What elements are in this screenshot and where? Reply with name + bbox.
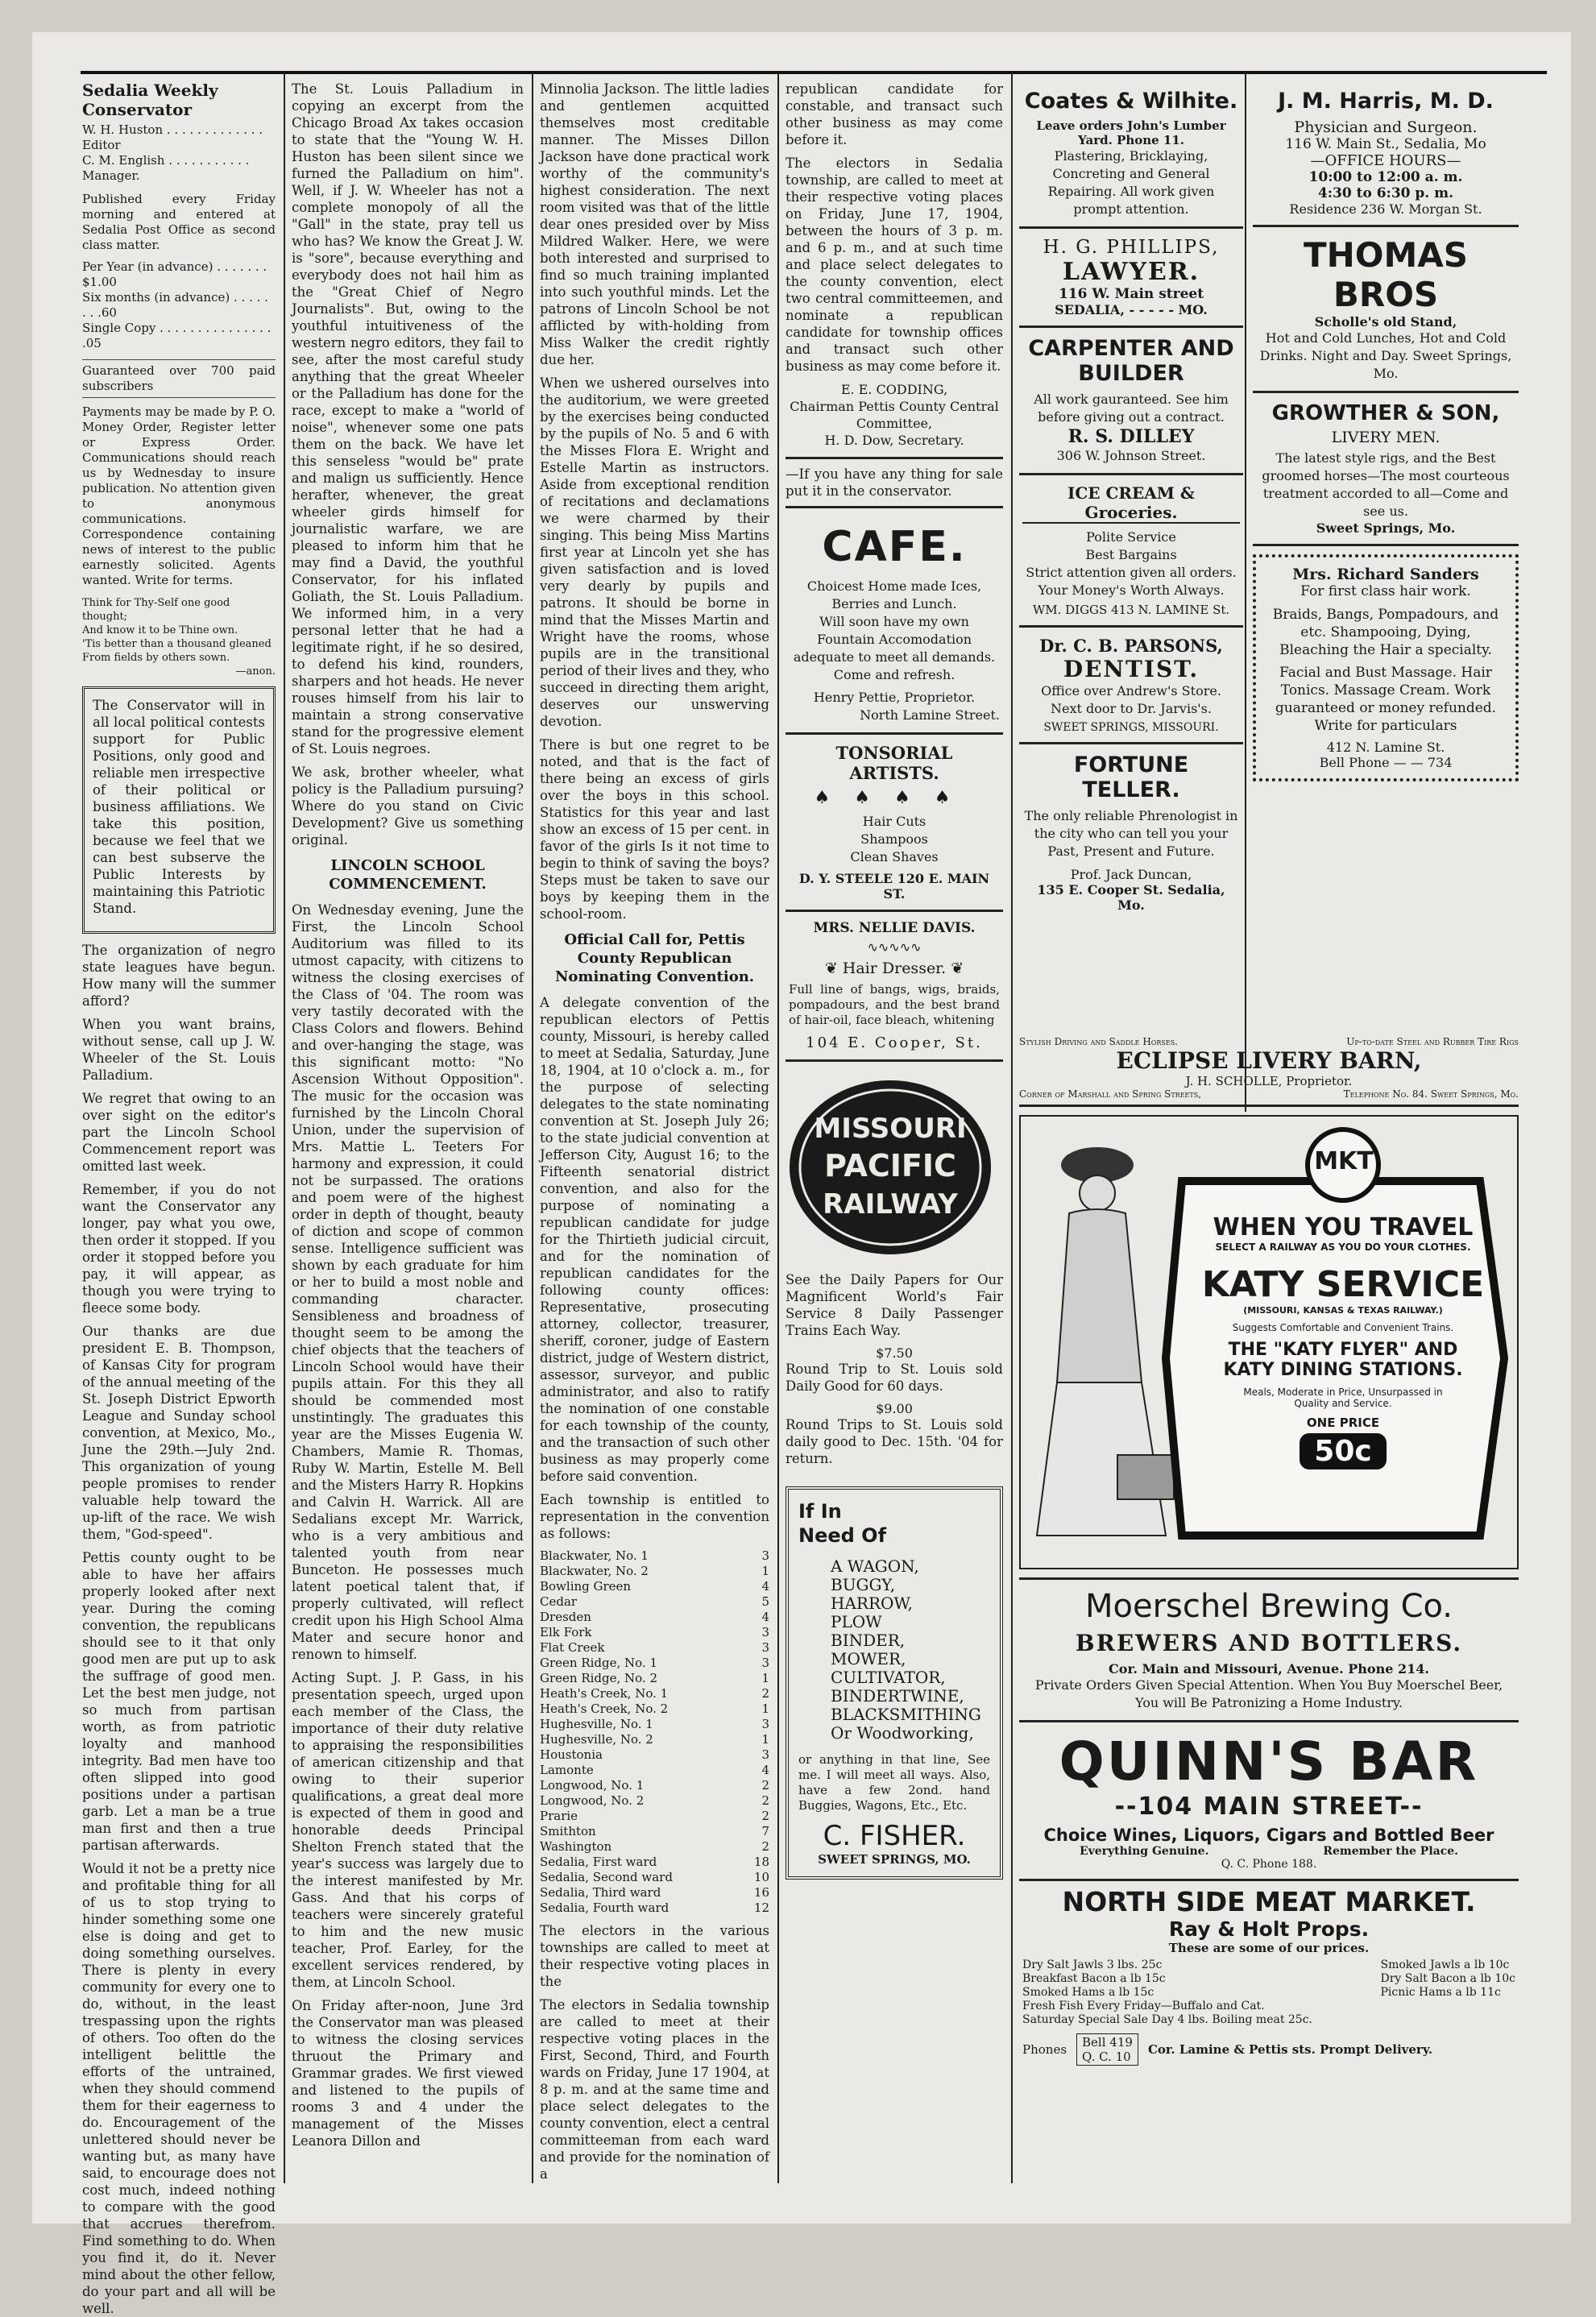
paragraph: When we ushered ourselves into the auditorium, we were greeted by the exercises being conducted by the pupils of No. 5 and 6 with the Misses Flora E. Wright and Estelle Martin as instructors. Aside from exceptional rendition of recitations and declamations we were charmed by their singing. This being Miss Martins first year at Lincoln yet she has given satisfaction and is loved very dearly by pupils and patrons. It should be borne in mind that the Misses Martin and Wright have the rooms, whose pupils are in the transitional period of their lives and they, who succeed in directing them aright, deserves our unswerving devotion. (540, 375, 769, 729)
ornament-icon: ♠♠♠♠ (814, 788, 975, 808)
delegate-count: 3 (761, 1717, 769, 1731)
delegate-count: 4 (761, 1610, 769, 1624)
ad-title: --104 MAIN STREET-- (1114, 1793, 1424, 1821)
column-5 (1019, 81, 1243, 1104)
ad-title: J. M. Harris, M. D. (1278, 89, 1494, 114)
ad-line: Private Orders Given Special Attention. When You Buy Moerschel Beer, You will Be Patronizing a Home Industry. (1034, 1677, 1503, 1710)
dilley-ad (1019, 328, 1243, 475)
ad-line: Meals, Moderate in Price, Unsurpassed in Quality and Service. (1243, 1386, 1443, 1409)
township-name: Prarie (540, 1809, 578, 1823)
publication-notice: Published every Friday morning and entered at Sedalia Post Office as second class matter. (82, 192, 276, 252)
ad-line: Round Trips to St. Louis sold daily good to Dec. 15th. '04 for return. (786, 1417, 1003, 1466)
township-name: Sedalia, First ward (540, 1855, 657, 1869)
ad-title: GROWTHER & SON, (1271, 401, 1500, 425)
township-row (540, 1824, 769, 1839)
ad-line: Stylish Driving and Saddle Horses. (1019, 1036, 1178, 1047)
delegate-count: 3 (761, 1625, 769, 1639)
fisher-head (798, 1499, 990, 1548)
signature-block (786, 381, 1003, 449)
ad-line: Phones (1022, 2042, 1067, 2057)
rate-line: Six months (in advance) . . . . . . . .60 (82, 290, 268, 320)
ad-line: LIVERY MEN. (1331, 429, 1441, 446)
newspaper-page (32, 32, 1571, 2316)
paragraph: republican candidate for constable, and transact such other business as may come before it. (786, 81, 1003, 147)
eclipse-bottom (1019, 1088, 1519, 1100)
paragraph: Minnolia Jackson. The little ladies and gentlemen acquitted themselves most creditable manner. The Misses Dillon Jackson have done practical work worthy of the community's highest consideration. The next room visited was that of the little dear ones presided over by Miss Mildred Walker. Here, we were both interested and surprised to find so much training implanted into such youthful minds. Let the patrons of Lincoln School be not afflicted by with-holding from Miss Walker the credit rightly due her. (540, 81, 769, 367)
township-name: Cedar (540, 1594, 578, 1609)
ad-line: Will soon have my own Fountain Accomodation adequate to meet all demands. Come and refresh. (793, 614, 996, 682)
ad-line: Telephone No. 84. Sweet Springs, Mo. (1343, 1088, 1519, 1100)
delegate-count: 5 (761, 1594, 769, 1609)
ad-line: 104 E. Cooper, St. (806, 1034, 983, 1051)
township-row (540, 1701, 769, 1717)
township-row (540, 1870, 769, 1885)
ad-line: 306 W. Johnson Street. (1056, 448, 1206, 463)
ad-line: Scholle's old Stand, (1314, 314, 1457, 330)
column-4 (786, 81, 1003, 2175)
fisher-item: PLOW (831, 1612, 882, 1631)
price-badge: 50c (1300, 1433, 1386, 1469)
fisher-name: C. FISHER. (823, 1820, 966, 1852)
signer: E. E. CODDING, (840, 382, 948, 397)
rate-line: Single Copy . . . . . . . . . . . . . . . .05 (82, 321, 272, 350)
township-row (540, 1671, 769, 1686)
ad-line: Bell 419 (1082, 2035, 1133, 2050)
ad-line: SELECT A RAILWAY AS YOU DO YOUR CLOTHES. (1215, 1241, 1471, 1253)
price-item: Smoked Jawls a lb 10c (1380, 1958, 1510, 1971)
meat-market-ad (1019, 1881, 1519, 2070)
fisher-item: A WAGON, (831, 1556, 919, 1576)
ad-line: These are some of our prices. (1168, 1941, 1370, 1955)
township-name: Hughesville, No. 1 (540, 1717, 653, 1731)
price-item: Saturday Special Sale Day 4 lbs. Boiling meat 25c. (1022, 2013, 1313, 2026)
delegate-count: 18 (753, 1855, 769, 1869)
delegate-count: 1 (761, 1701, 769, 1716)
township-name: Sedalia, Fourth ward (540, 1900, 669, 1915)
price-item: Breakfast Bacon a lb 15c (1022, 1972, 1166, 1985)
nellie-sub-text: Hair Dresser. (842, 960, 947, 977)
delegate-count: 2 (761, 1809, 769, 1823)
logo-line: RAILWAY (823, 1188, 958, 1221)
price-list-left (1022, 1958, 1312, 2027)
township-name: Heath's Creek, No. 1 (540, 1686, 669, 1701)
katy-text (1182, 1213, 1504, 1469)
paper-name: Sedalia Weekly Conservator (82, 81, 218, 119)
signer: Chairman Pettis County Central Committee, (790, 399, 999, 431)
woman-illustration (1037, 1147, 1174, 1536)
meat-footer (1022, 2033, 1515, 2066)
article-heading: LINCOLN SCHOOL COMMENCEMENT. (329, 857, 487, 893)
ad-line: Residence 236 W. Morgan St. (1289, 201, 1482, 217)
ad-line: ONE PRICE (1306, 1415, 1380, 1430)
ad-line: Choice Wines, Liquors, Cigars and Bottled Beer (1043, 1826, 1494, 1845)
township-row (540, 1885, 769, 1900)
delegate-count: 2 (761, 1839, 769, 1854)
ad-title: LAWYER. (1062, 258, 1200, 286)
verse-line: And know it to be Thine own. (82, 624, 238, 636)
price-item: Dry Salt Bacon a lb 10c (1380, 1972, 1515, 1985)
delegate-count: 12 (753, 1900, 769, 1915)
fisher-item: HARROW, (831, 1594, 913, 1613)
delegate-count: 1 (761, 1671, 769, 1685)
ad-line: Best Bargains (1085, 547, 1177, 562)
katy-ad (1019, 1115, 1519, 1569)
ice-cream-ad (1019, 475, 1243, 628)
fisher-item: BLACKSMITHING (831, 1705, 981, 1724)
sale-text: —If you have any thing for sale put it in the conservator. (786, 466, 1003, 499)
ornament-icon: ∿∿∿∿∿ (867, 939, 922, 955)
ad-title: Coates & Wilhite. (1024, 89, 1238, 114)
ad-line: —OFFICE HOURS— (1310, 152, 1461, 169)
ad-title: CARPENTER AND BUILDER (1028, 336, 1234, 386)
price-list (1022, 1958, 1515, 2027)
ad-line: Remember the Place. (1323, 1845, 1459, 1858)
paragraph: There is but one regret to be noted, and that is the fact of there being an excess of girls over the boys in this school. Statistics for this year and last show an excess of 15 per cent. in favor of the girls Is it not time to begin to think of saving the boys? Steps must be taken to save our boys by keeping them in the school-room. (540, 737, 769, 922)
township-name: Hughesville, No. 2 (540, 1732, 653, 1747)
ad-title: ECLIPSE LIVERY BARN, (1116, 1047, 1422, 1074)
ad-line: Cor. Lamine & Pettis sts. Prompt Delivery. (1147, 2042, 1433, 2057)
ad-line: The latest style rigs, and the Best groomed horses—The most courteous treatment accorded to all—Come and see us. (1262, 450, 1510, 519)
ad-line: Next door to Dr. Jarvis's. (1051, 701, 1212, 716)
logo-line: PACIFIC (824, 1148, 956, 1183)
column-rule (1245, 73, 1246, 1112)
delegate-count: 7 (761, 1824, 769, 1838)
verse-line: From fields by others sown. (82, 652, 230, 664)
cafe-ad (786, 506, 1003, 735)
fisher-item: BINDERTWINE, (831, 1686, 964, 1706)
column-2 (292, 81, 524, 2175)
ad-line: Corner of Marshall and Spring Streets, (1019, 1088, 1202, 1100)
township-name: Blackwater, No. 1 (540, 1548, 649, 1563)
ad-title: BREWERS AND BOTTLERS. (1075, 1630, 1463, 1656)
fortune-ad (1019, 744, 1243, 921)
fisher-item: BUGGY, (831, 1575, 896, 1594)
paragraph: We ask, brother wheeler, what policy is the Palladium pursuing? Where do you stand on Civic Development? Give us something original. (292, 765, 524, 848)
township-name: Longwood, No. 1 (540, 1778, 645, 1793)
township-name: Sedalia, Second ward (540, 1870, 673, 1884)
guarantee: Guaranteed over 700 paid subscribers (82, 359, 276, 398)
thomas-bros-ad (1253, 227, 1519, 393)
ad-line: Office over Andrew's Store. (1041, 683, 1221, 698)
article-heading: Official Call for, Pettis County Republican Nominating Convention. (554, 931, 755, 985)
phillips-ad (1019, 229, 1243, 328)
quinns-ad (1019, 1722, 1519, 1881)
ad-line: Clean Shaves (850, 849, 939, 864)
logo-line: MISSOURI (814, 1113, 967, 1145)
township-row (540, 1732, 769, 1747)
township-list (540, 1548, 769, 1916)
township-name: Flat Creek (540, 1640, 605, 1655)
price-item: Fresh Fish Every Friday—Buffalo and Cat. (1022, 2000, 1265, 2012)
fisher-place: SWEET SPRINGS, MO. (818, 1852, 971, 1867)
ad-line: SEDALIA, - - - - - MO. (1055, 302, 1208, 317)
delegate-count: 16 (753, 1885, 769, 1900)
ad-line: Cor. Main and Missouri, Avenue. Phone 214. (1109, 1661, 1429, 1677)
township-row (540, 1763, 769, 1778)
moerschel-ad (1019, 1577, 1519, 1722)
township-row (540, 1579, 769, 1594)
ad-line: 412 N. Lamine St. (1326, 740, 1445, 755)
ad-line: Up-to-date Steel and Rubber Tire Rigs (1346, 1036, 1519, 1047)
price-list-right (1381, 1958, 1515, 2027)
township-name: Lamonte (540, 1763, 594, 1777)
ad-title: NORTH SIDE MEAT MARKET. (1062, 1886, 1476, 1917)
delegate-count: 1 (761, 1732, 769, 1747)
editorial-notices: Payments may be made by P. O. Money Order, Register letter or Express Order. Communications should reach us by Wednesday to insure publication. No attention given to anonymous communications. Correspondence containing news of interest to the public earnestly solicited. Agents wanted. Write for terms. (82, 404, 276, 587)
fisher-items (831, 1557, 990, 1743)
township-name: Washington (540, 1839, 612, 1854)
ad-title: DENTIST. (1063, 656, 1200, 682)
price: $7.50 (876, 1345, 913, 1361)
staff-line: C. M. English . . . . . . . . . . . Manager. (82, 153, 250, 183)
ad-line: J. H. SCHOLLE, Proprietor. (1185, 1074, 1353, 1088)
township-name: Elk Fork (540, 1625, 592, 1639)
sale-notice (786, 457, 1003, 499)
phone-box (1076, 2033, 1138, 2066)
delegate-count: 1 (761, 1564, 769, 1578)
ad-line: Prof. Jack Duncan, (1070, 867, 1192, 882)
delegate-count: 2 (761, 1686, 769, 1701)
column-rule (532, 73, 533, 2183)
paragraph: On Friday after-noon, June 3rd the Conservator man was pleased to witness the closing services thruout the Primary and Grammar grades. We first viewed and listened to the pupils of rooms 3 and 4 under the management of the Misses Leanora Dillon and (292, 1998, 524, 2149)
delegate-count: 10 (753, 1870, 769, 1884)
delegate-count: 4 (761, 1763, 769, 1777)
ad-line: Full line of bangs, wigs, braids, pompadours, and the best brand of hair-oil, face bleach, whitening (789, 982, 1000, 1027)
tonsorial-title: TONSORIAL ARTISTS. (835, 743, 953, 783)
nellie-title: MRS. NELLIE DAVIS. (813, 920, 976, 936)
nellie-sub (789, 960, 1000, 977)
delegate-count: 3 (761, 1747, 769, 1762)
fisher-item: Or Woodworking, (831, 1723, 974, 1743)
ornament-icon: ❦ (824, 960, 843, 977)
ad-line: (MISSOURI, KANSAS & TEXAS RAILWAY.) (1243, 1305, 1443, 1316)
township-name: Longwood, No. 2 (540, 1793, 645, 1808)
fisher-ad (786, 1486, 1003, 1880)
delegate-count: 4 (761, 1579, 769, 1594)
ad-line: All work gauranteed. See him before giving out a contract. (1034, 392, 1229, 425)
ad-title: H. G. PHILLIPS, (1043, 237, 1220, 258)
verse (82, 596, 276, 678)
missouri-pacific-logo (786, 1075, 995, 1260)
ad-title: KATY SERVICE (1201, 1264, 1485, 1305)
coates-ad (1019, 81, 1243, 229)
fisher-head-line: If In (798, 1500, 842, 1523)
mopac-ad (786, 1062, 1003, 1478)
ad-line: or anything in that line, See me. I will meet all ways. Also, have a few 2ond. hand Buggies, Wagons, Etc., Etc. (798, 1752, 990, 1813)
column-rule (284, 73, 285, 2183)
paragraph: The electors in the various townships are called to meet at their respective voting places in the (540, 1923, 769, 1989)
township-name: Dresden (540, 1610, 591, 1624)
ad-title: Moerschel Brewing Co. (1085, 1588, 1453, 1625)
ad-line: WM. DIGGS 413 N. LAMINE St. (1032, 603, 1230, 617)
township-row (540, 1564, 769, 1579)
nellie-davis-ad (786, 912, 1003, 1062)
staff-line: W. H. Huston . . . . . . . . . . . . . Editor (82, 122, 263, 152)
top-rule (81, 71, 1547, 74)
township-name: Green Ridge, No. 1 (540, 1656, 658, 1670)
ad-line: The only reliable Phrenologist in the city who can tell you your Past, Present and Future. (1024, 808, 1238, 859)
ad-line: Choicest Home made Ices, Berries and Lunch. (806, 578, 982, 611)
delegate-count: 3 (761, 1640, 769, 1655)
ad-line: Plastering, Bricklaying, Concreting and General Repairing. All work given prompt attention. (1047, 148, 1215, 217)
verse-author: —anon. (235, 665, 276, 678)
fisher-item: MOWER, (831, 1649, 906, 1668)
paragraph: We regret that owing to an over sight on the editor's part the Lincoln School Commencement report was omitted last week. (82, 1091, 276, 1174)
ad-line: 10:00 to 12:00 a. m. (1308, 169, 1463, 185)
price: $9.00 (876, 1401, 913, 1416)
eclipse-top (1019, 1036, 1519, 1047)
mkt-logo: MKT (1314, 1147, 1374, 1175)
cafe-title: CAFE. (822, 523, 967, 571)
township-name: Blackwater, No. 2 (540, 1564, 649, 1578)
township-row (540, 1809, 769, 1824)
township-row (540, 1717, 769, 1732)
policy-box (82, 686, 276, 934)
township-row (540, 1640, 769, 1656)
eclipse-ad (1019, 1031, 1519, 1107)
ad-line: D. Y. STEELE 120 E. MAIN ST. (798, 871, 990, 902)
township-row (540, 1656, 769, 1671)
ad-line: Hair Cuts (862, 814, 927, 829)
ornament-icon: ❦ (946, 960, 964, 977)
harris-ad (1253, 81, 1519, 227)
ad-line: 116 W. Main St., Sedalia, Mo (1285, 136, 1486, 152)
policy-text: The Conservator will in all local political contests support for Public Positions, only good and reliable men irrespective of their political or business affiliations. We take this position, because we feel that we can best subserve the Public Interests by maintaining this Patriotic Stand. (93, 698, 265, 916)
township-row (540, 1839, 769, 1855)
paragraph: The organization of negro state leagues have begun. How many will the summer afford? (82, 943, 276, 1009)
ad-title: FORTUNE TELLER. (1073, 752, 1189, 802)
ad-line: Sweet Springs, Mo. (1316, 520, 1456, 536)
column-6 (1253, 81, 1519, 1104)
verse-line: 'Tis better than a thousand gleaned (82, 638, 272, 650)
township-row (540, 1778, 769, 1793)
growther-ad (1253, 393, 1519, 546)
township-row (540, 1900, 769, 1916)
ad-line: 4:30 to 6:30 p. m. (1317, 185, 1454, 201)
tonsorial-ad (786, 735, 1003, 912)
ad-line: Henry Pettie, Proprietor. (813, 690, 976, 705)
paragraph: When you want brains, without sense, call up J. W. Wheeler of the St. Louis Palladium. (82, 1017, 276, 1083)
township-name: Heath's Creek, No. 2 (540, 1701, 669, 1716)
price-item: Dry Salt Jawls 3 lbs. 25c (1022, 1958, 1163, 1971)
wide-ads (1019, 1031, 1519, 2191)
quinns-bottom (1022, 1845, 1515, 1858)
paragraph: The St. Louis Palladium in copying an excerpt from the Chicago Broad Ax takes occasion to state that the "Young W. H. Huston has been silent since we furned the Palladium on him". Well, if J. W. Wheeler has not a complete monopoly of all the "Gall" in the state, pray tell us who has? We know the Great J. W. is "sore", because everything and everybody does not hail him as the "Great Chief of Negro Journalists". But, owing to the youthful intuitiveness of the western negro editors, they fail to see, after the most careful study anything that the great Wheeler or the Palladium has done for the race, except to make a "world of noise", whenever some one pats them on the back. We have let this senseless "would be" prate and malign us sufficiently. Hence herafter, whenever, the great wheeler girds himself for journalistic warfare, we are pleased to inform him that he may find a David, the youthful Conservator, for his inflated Goliath, the St. Louis Palladium. We informed him, in a very personal letter that he had a legitimate right, if he so desired, to defend his kind, rounders, sharpers and hot heads. He never rouses himself from his lair to maintain a strong conservative stand for the progressive element of St. Louis negroes. (292, 81, 524, 756)
ad-line: Q. C. Phone 188. (1221, 1858, 1317, 1871)
ad-line: Braids, Bangs, Pompadours, and etc. Shampooing, Dying, Bleaching the Hair a specialty. (1272, 607, 1499, 658)
price-item: Picnic Hams a lb 11c (1380, 1986, 1501, 1999)
ad-line: See the Daily Papers for Our Magnificent World's Fair Service 8 Daily Passenger Trains Each Way. (786, 1272, 1003, 1338)
delegate-count: 3 (761, 1548, 769, 1563)
ad-line: Everything Genuine. (1079, 1845, 1209, 1858)
ad-line: Leave orders John's Lumber Yard. Phone 11. (1036, 118, 1226, 147)
ad-line: North Lamine Street. (860, 707, 1000, 723)
column-rule (1011, 73, 1013, 2183)
ad-title: Dr. C. B. PARSONS, (1039, 636, 1223, 656)
paragraph: Pettis county ought to be able to have her affairs properly looked after next year. During the coming convention, the republicans should see to it that only good men are put up to ask the suffrage of good men. Let the best men judge, not so much from partisan worth, as from patriotic loyalty and manhood integrity. Bad men have too often slipped into good positions under a partisan garb. Let a man be a true man first and then a true partisan afterwards. (82, 1550, 276, 1853)
paragraph: Would it not be a pretty nice and profitable thing for all of us to stop trying to hinder something some one else is doing and get to doing something ourselves. There is plenty in every community for every one to do, without, in the least trespassing upon the rights of others. Too often do the intelligent belittle the efforts of the untrained, when they should commend them for their eagerness to do. Encouragement of the unlettered should never be wanting but, as many have said, to encourage does not cost much, indeed nothing to compare with the good that accrues therefrom. Find something to do. When you find it, do it. Never mind about the other fellow, do your part and all will be well. (82, 1861, 276, 2316)
township-name: Green Ridge, No. 2 (540, 1671, 658, 1685)
fisher-item: CULTIVATOR, (831, 1668, 946, 1687)
delegate-count: 2 (761, 1793, 769, 1808)
township-row (540, 1610, 769, 1625)
paragraph: Acting Supt. J. P. Gass, in his presentation speech, urged upon each member of the Class, the importance of their duty relative to appraising the responsibilities of american citizenship and that owing to their superior qualifications, a great deal more is expected of them in good and honorable deeds Principal Shelton French stated that the year's success was largely due to the interest manifested by Mr. Gass. And that his corps of teachers were sincerely grateful to him and the new music teacher, Prof. Earley, for the excellent services rendered, by them, at Lincoln School. (292, 1670, 524, 1990)
township-name: Bowling Green (540, 1579, 632, 1594)
paragraph: On Wednesday evening, June the First, the Lincoln School Auditorium was filled to its utmost capacity, with citizens to witness the closing exercises of the Class of '04. The room was very tastily decorated with the Class Colors and flowers. Behind and over-hanging the stage, was this significant motto: "No Ascension Without Opposition". The music for the occasion was furnished by the Lincoln Choral Union, under the supervision of Mrs. Mattie L. Teeters For harmony and expression, it could not be surpassed. The orations and poem were of the highest order in depth of thought, beauty of diction and scope of common sense. Intelligence sufficient was shown by each graduate for him or her to build a most noble and commanding character. Sensibleness and broadness of thought seem to be among the chief objects that the teachers of Lincoln School would have their pupils attain. For this they all should be commended most unstintingly. The graduates this year are the Misses Eugenia W. Chambers, Mamie R. Thomas, Ruby W. Martin, Estelle M. Bell and the Misters Harry R. Hopkins and Calvin H. Warrick. All are Sedalians except Mr. Warrick, who is a very ambitious and talented youth from near Bunceton. He possesses much latent poetical talent that, if properly cultivated, will reflect credit upon his High School Alma Mater and secure honor and renown to himself. (292, 902, 524, 1662)
paragraph: Each township is entitled to representation in the convention as follows: (540, 1492, 769, 1541)
ad-line: Your Money's Worth Always. (1038, 582, 1225, 598)
paragraph: The electors in Sedalia township, are called to meet at their respective voting places on Friday, June 17, 1904, between the hours of 3 p. m. and 6 p. m., and at such time and place select delegates to the county convention, elect two central committeemen, and nominate a republican candidate for township offices and transact such other business as may come before it. (786, 155, 1003, 374)
ad-title: THOMAS BROS (1303, 235, 1469, 314)
delegate-count: 3 (761, 1656, 769, 1670)
signer: H. D. Dow, Secretary. (824, 433, 964, 448)
ad-line: For first class hair work. (1300, 583, 1471, 599)
paragraph: Remember, if you do not want the Conservator any longer, pay what you owe, then order it stopped. If you order it stopped before you pay, it will appear, as though you were trying to fleece some body. (82, 1182, 276, 1316)
township-row (540, 1625, 769, 1640)
ad-line: Q. C. 10 (1082, 2050, 1131, 2064)
ad-line: Polite Service (1086, 529, 1176, 545)
paragraph: Our thanks are due president E. B. Thompson, of Kansas City for program of the annual meeting of the St. Joseph District Epworth League and Sunday school convention, at Mexico, Mo., June the 29th.—July 2nd. This organization of young people promises to render valuable help toward the up-lift of the race. We wish them, "God-speed". (82, 1324, 276, 1542)
ad-title: QUINN'S BAR (1059, 1730, 1479, 1793)
paragraph: A delegate convention of the republican electors of Pettis county, Missouri, is hereby called to meet at Sedalia, Saturday, June 18, 1904, at 10 o'clock a. m., for the purpose of selecting delegates to the state nominating convention at St. Joseph July 26; to the state judicial convention at Jefferson City, August 16; to the Fifteenth senatorial district convention, and also for the purpose of nominating a republican candidate for judge for the Thirtieth judicial circuit, and for the nomination of republican candidates for the following county offices: Representative, prosecuting attorney, collector, treasurer, sheriff, coroner, judge of Eastern district, judge of Western district, assessor, surveyor, and public administrator, and also to ratify the nomination of one constable for each township of the county, and the transaction of such other business as may properly come before said convention. (540, 995, 769, 1484)
sanders-ad (1253, 554, 1519, 781)
ad-line: 135 E. Cooper St. Sedalia, Mo. (1037, 882, 1225, 913)
township-row (540, 1548, 769, 1564)
township-row (540, 1594, 769, 1610)
ad-title: Mrs. Richard Sanders (1292, 566, 1479, 583)
rate-line: Per Year (in advance) . . . . . . . $1.00 (82, 259, 267, 289)
township-name: Sedalia, Third ward (540, 1885, 661, 1900)
ad-title: THE "KATY FLYER" AND KATY DINING STATIONS. (1223, 1340, 1463, 1380)
ad-line: Shampoos (860, 831, 928, 847)
fisher-item: BINDER, (831, 1631, 906, 1650)
ad-title: WHEN YOU TRAVEL (1213, 1213, 1474, 1241)
paragraph: The electors in Sedalia township are called to meet at their respective voting places in the First, Second, Third, and Fourth wards on Friday, June 17 1904, at 8 p. m. and at the same time and place select delegates to the county convention, elect a central committeeman from each ward and provide for the nomination of a (540, 1997, 769, 2182)
township-name: Houstonia (540, 1747, 603, 1762)
ad-line: Round Trip to St. Louis sold Daily Good for 60 days. (786, 1362, 1003, 1394)
ad-line: Strict attention given all orders. (1026, 565, 1237, 580)
column-1 (82, 81, 276, 2316)
ad-title: Ray & Holt Props. (1168, 1917, 1370, 1941)
column-rule (777, 73, 779, 2183)
ad-line: Bell Phone — — 734 (1319, 755, 1453, 770)
township-name: Smithton (540, 1824, 596, 1838)
column-3 (540, 81, 769, 2182)
delegate-count: 2 (761, 1778, 769, 1793)
township-row (540, 1855, 769, 1870)
ad-line: Physician and Surgeon. (1294, 118, 1478, 136)
ad-title: ICE CREAM & Groceries. (1022, 483, 1240, 524)
ad-line: R. S. DILLEY (1067, 426, 1195, 447)
price-item: Smoked Hams a lb 15c (1022, 1986, 1155, 1999)
township-row (540, 1747, 769, 1763)
township-row (540, 1686, 769, 1701)
verse-line: Think for Thy-Self one good thought; (82, 597, 230, 623)
parsons-ad (1019, 628, 1243, 744)
township-row (540, 1793, 769, 1809)
ad-line: Facial and Bust Massage. Hair Tonics. Massage Cream. Work guaranteed or money refunded. Write for particulars (1275, 665, 1497, 734)
ad-line: 116 W. Main street (1058, 286, 1204, 302)
ad-line: Suggests Comfortable and Convenient Trains. (1232, 1322, 1454, 1333)
ad-line: Hot and Cold Lunches, Hot and Cold Drinks. Night and Day. Sweet Springs, Mo. (1259, 330, 1512, 381)
ad-line: SWEET SPRINGS, MISSOURI. (1043, 721, 1219, 734)
fisher-head-line: Need Of (798, 1524, 887, 1547)
